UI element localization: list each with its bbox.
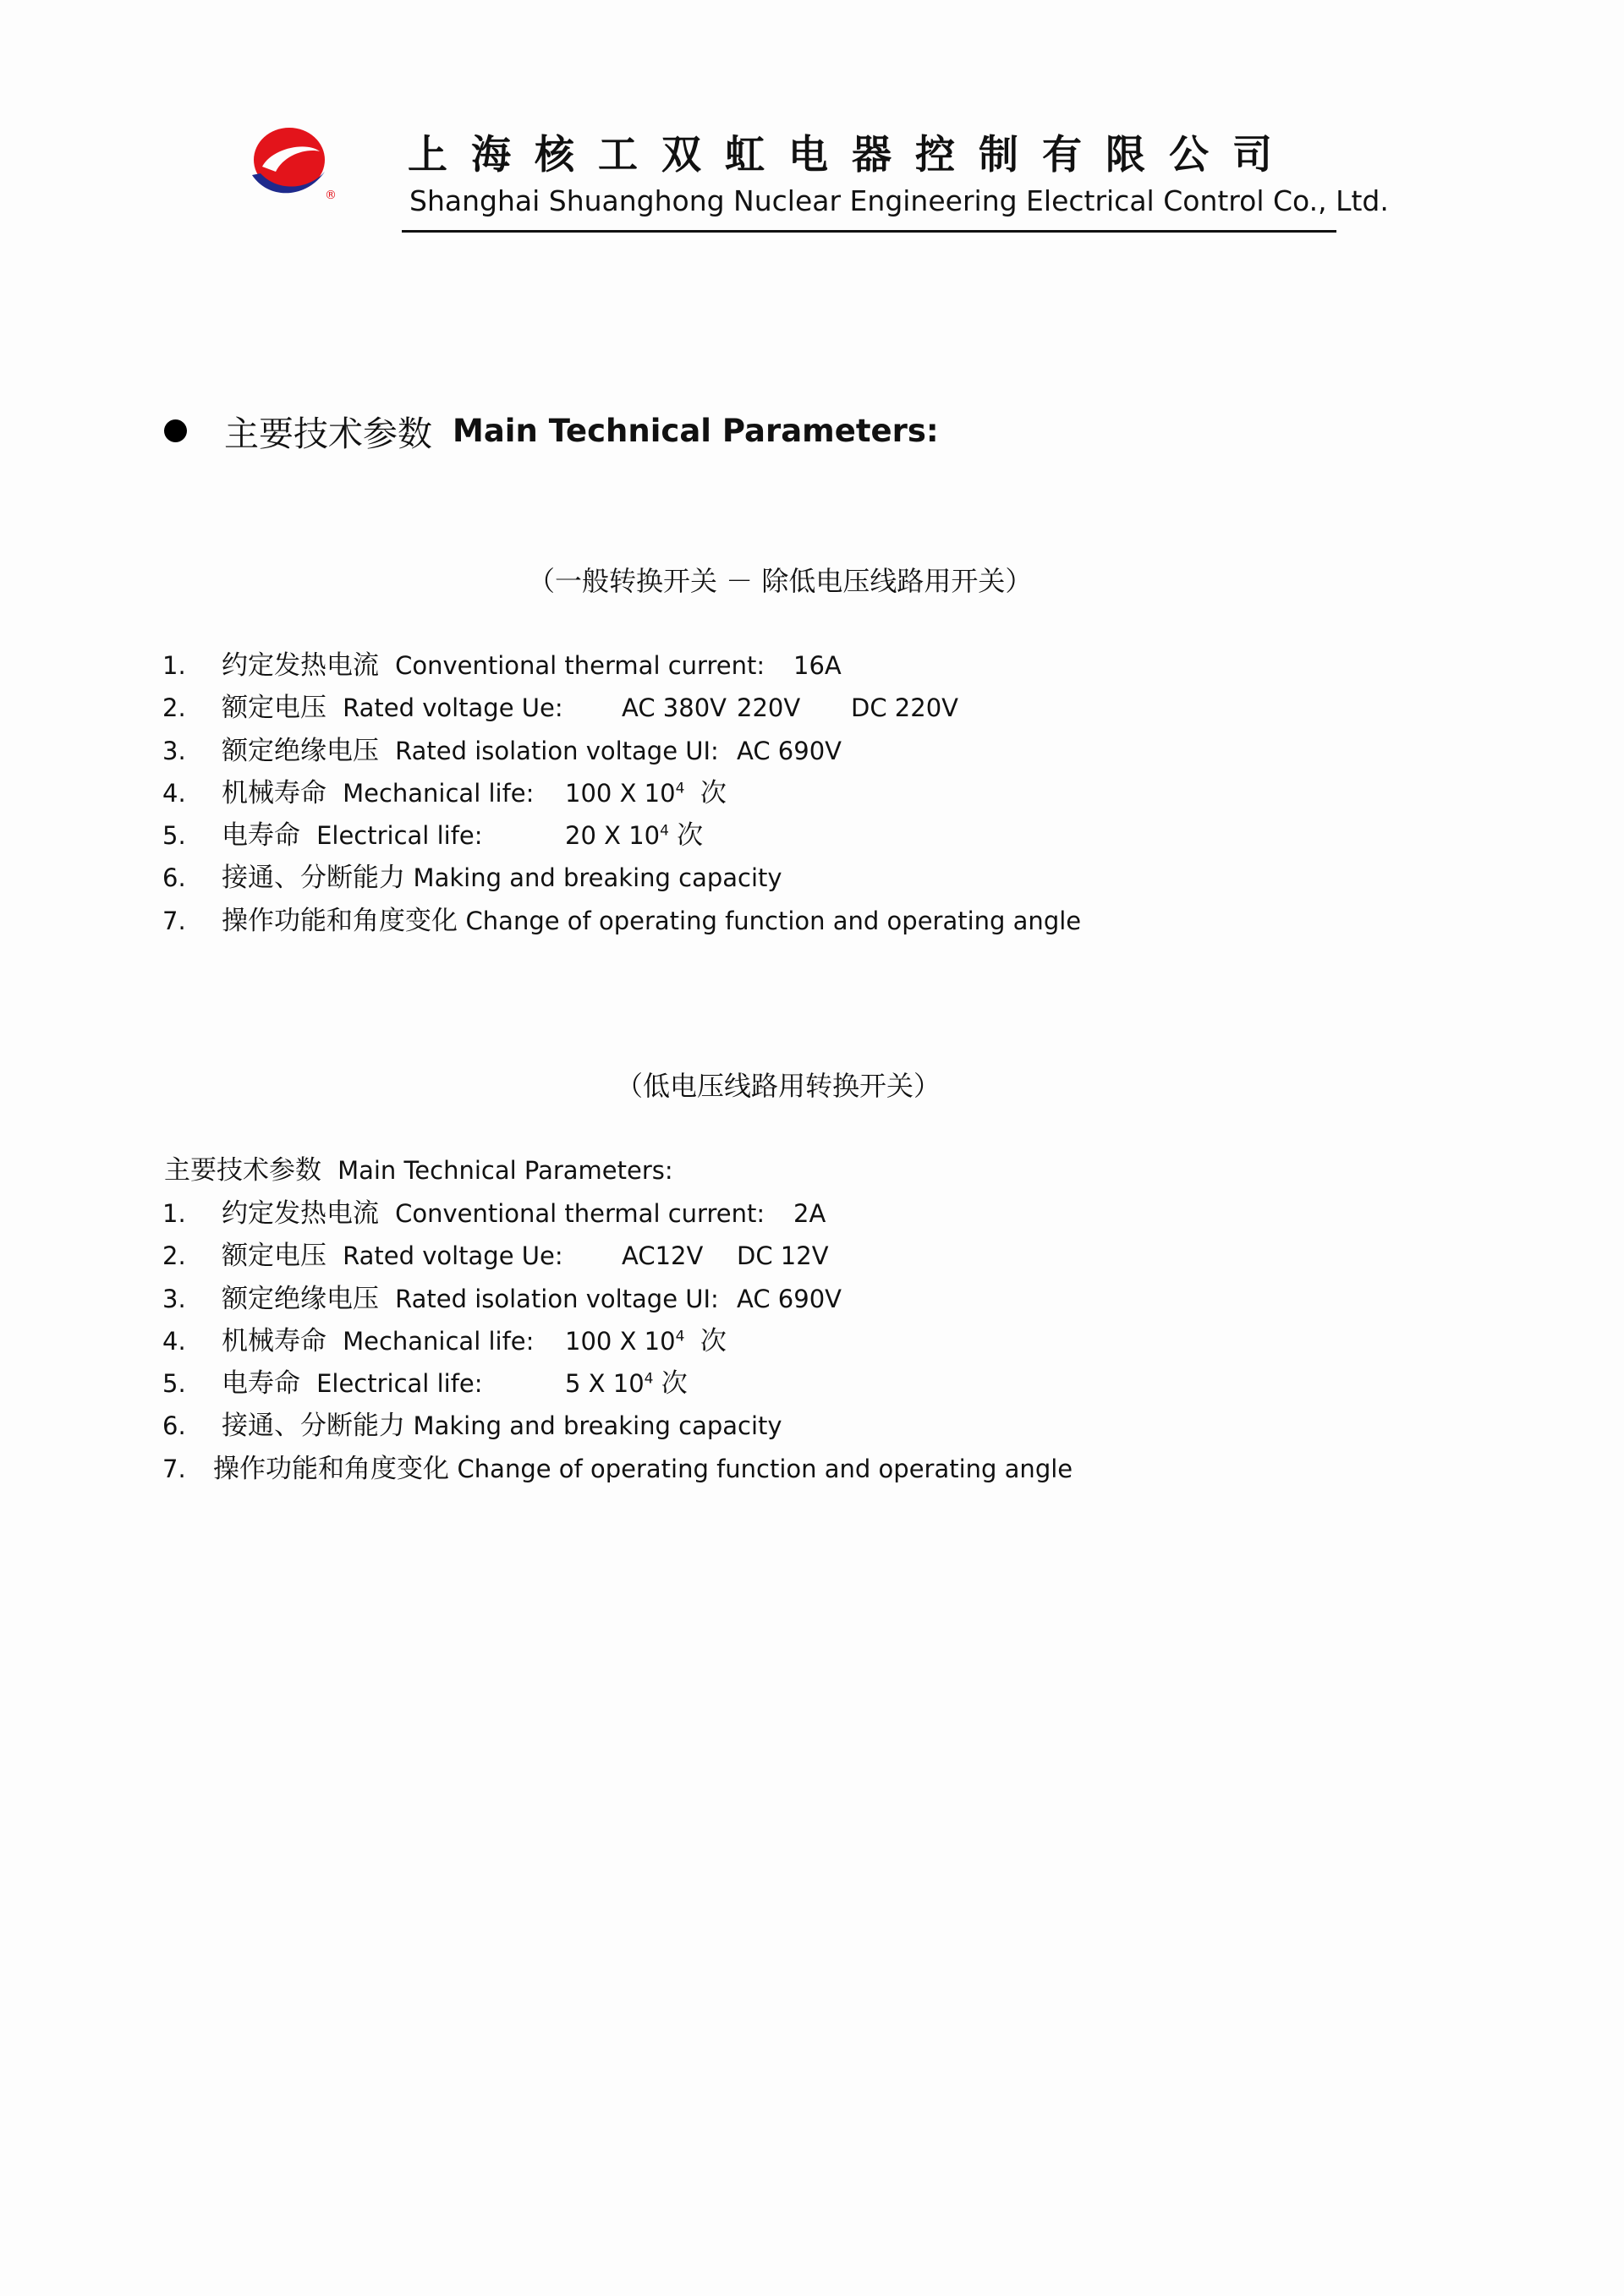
low-voltage-switch-title: （低电压线路用转换开关） [616, 1070, 941, 1102]
heading-cn: 主要技术参数 [224, 414, 432, 454]
company-name-en: Shanghai Shuanghong Nuclear Engineering Electrical Control Co., Ltd. [409, 184, 1389, 217]
heading-en: Main Technical Parameters: [453, 413, 939, 449]
bullet-icon [164, 419, 187, 442]
general-switch-title: （一般转换开关 － 除低电压线路用开关） [528, 565, 1033, 597]
company-logo [247, 123, 340, 203]
low-voltage-intro: 主要技术参数 Main Technical Parameters: [164, 1155, 673, 1186]
section-heading [164, 406, 939, 456]
registered-mark: ® [325, 189, 337, 202]
company-name-cn: 上海核工双虹电器控制有限公司 [408, 132, 1296, 178]
header-divider [402, 230, 1336, 233]
